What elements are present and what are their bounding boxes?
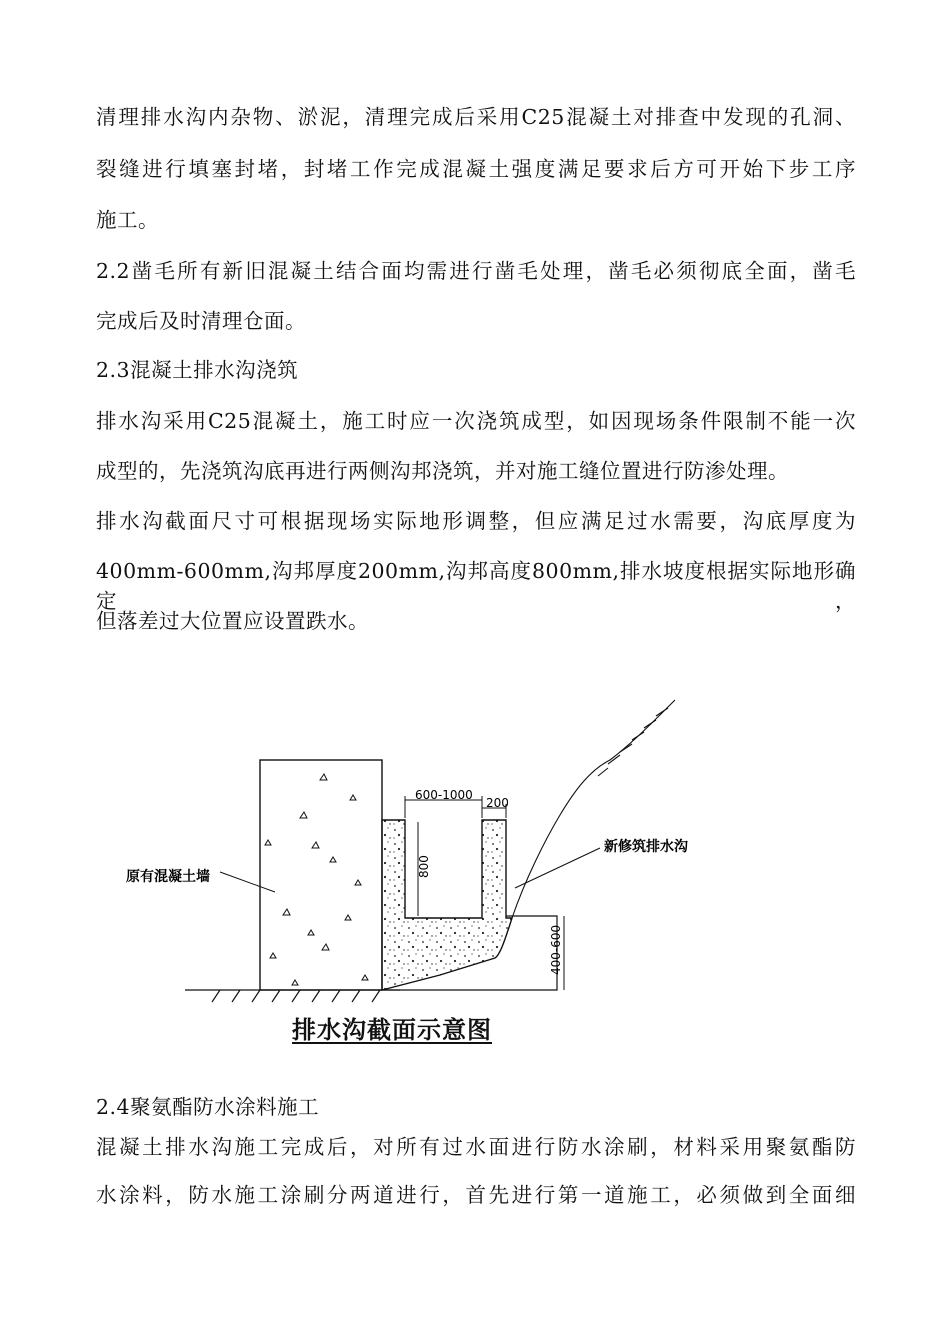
dimension-width-label: 600-1000 [415, 788, 473, 802]
section-2-4-heading: 2.4聚氨酯防水涂料施工 [96, 1095, 320, 1119]
section-2-2-line: 2.2凿毛所有新旧混凝土结合面均需进行凿毛处理，凿毛必须彻底全面，凿毛 [96, 259, 856, 283]
section-2-3-heading: 2.3混凝土排水沟浇筑 [96, 358, 299, 382]
section-2-3-line: 排水沟采用C25混凝土，施工时应一次浇筑成型，如因现场条件限制不能一次 [96, 409, 856, 433]
diagram-caption: 排水沟截面示意图 [292, 1016, 492, 1044]
dimension-wall-label: 200 [486, 796, 509, 810]
existing-concrete-wall [260, 760, 382, 990]
new-drainage-ditch [382, 820, 557, 990]
section-2-3-line: 排水沟截面尺寸可根据现场实际地形调整，但应满足过水需要，沟底厚度为 [96, 509, 856, 533]
wall-label: 原有混凝土墙 [126, 869, 210, 885]
paragraph-line: 施工。 [96, 208, 159, 232]
section-2-3-line: 400mm-600mm,沟邦厚度200mm,沟邦高度800mm,排水坡度根据实际地形确定， [96, 559, 856, 613]
ground-line [185, 990, 400, 1002]
section-2-3-line: 但落差过大位置应设置跌水。 [96, 609, 369, 633]
dimension-base-label: 400-600 [549, 924, 563, 975]
dimension-height-label: 800 [417, 855, 431, 878]
new-ditch-label: 新修筑排水沟 [604, 839, 688, 855]
ditch-leader-line [515, 848, 600, 888]
section-2-3-line: 成型的，先浇筑沟底再进行两侧沟邦浇筑，并对施工缝位置进行防渗处理。 [96, 459, 789, 483]
section-2-4-line: 混凝土排水沟施工完成后，对所有过水面进行防水涂刷，材料采用聚氨酯防 [96, 1135, 856, 1159]
wall-leader-line [220, 872, 275, 892]
hill-slope [512, 700, 675, 918]
section-2-4-line: 水涂料，防水施工涂刷分两道进行，首先进行第一道施工，必须做到全面细 [96, 1183, 856, 1207]
paragraph-line: 清理排水沟内杂物、淤泥，清理完成后采用C25混凝土对排查中发现的孔洞、 [96, 105, 856, 129]
section-2-2-line: 完成后及时清理仓面。 [96, 309, 306, 333]
paragraph-line: 裂缝进行填塞封堵，封堵工作完成混凝土强度满足要求后方可开始下步工序 [96, 157, 856, 181]
drainage-ditch-section-diagram [126, 690, 730, 1050]
